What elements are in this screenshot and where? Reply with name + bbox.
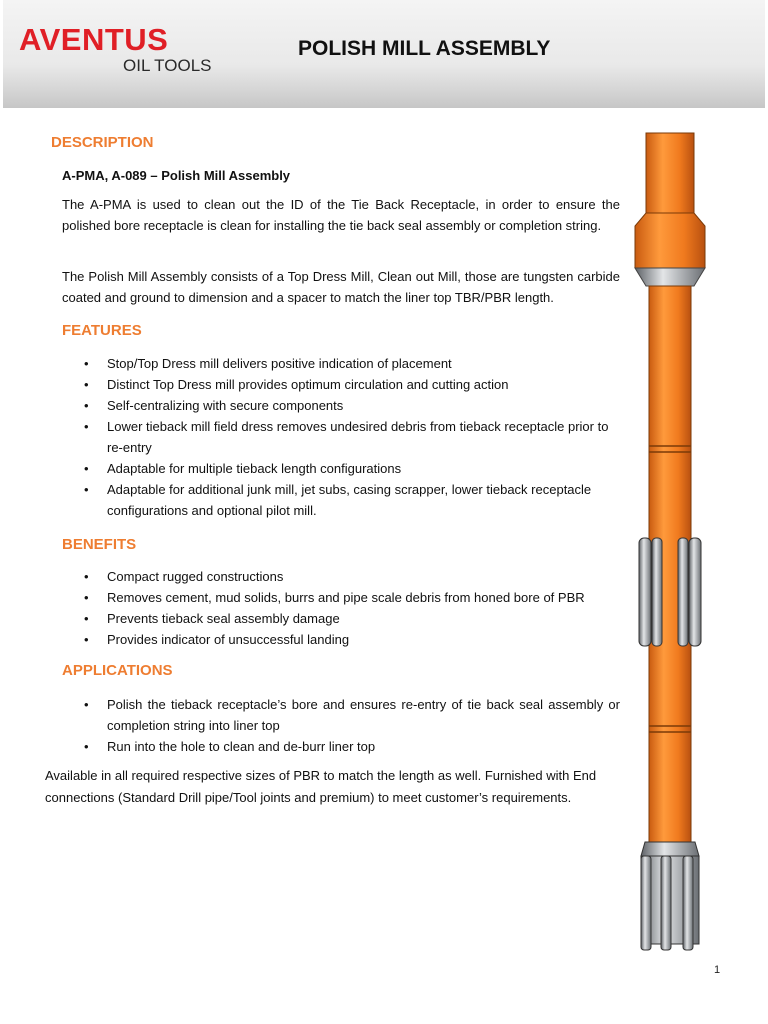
list-item: • Distinct Top Dress mill provides optimum circulation and cutting action <box>62 374 622 395</box>
applications-list <box>62 694 620 757</box>
bottom-mill <box>641 856 699 950</box>
company-logo: AVENTUS <box>19 22 169 57</box>
description-paragraph-1: The A-PMA is used to clean out the ID of the Tie Back Receptacle, in order to ensure the polished bore receptacle is clean for installing the tie back seal assembly or completion string. <box>62 197 620 233</box>
page-number: 1 <box>714 964 721 976</box>
list-item: • Self-centralizing with secure components <box>62 395 622 416</box>
polish-mill-assembly-illustration <box>628 128 718 958</box>
description-paragraph-2: The Polish Mill Assembly consists of a Top Dress Mill, Clean out Mill, those are tungsten carbide coated and ground to dimension and a spacer to match the liner top TBR/PBR length. <box>62 269 620 305</box>
company-logo-subtitle: OIL TOOLS <box>123 56 212 75</box>
description-heading: DESCRIPTION <box>51 134 154 151</box>
list-item: • Prevents tieback seal assembly damage <box>62 608 622 629</box>
applications-heading: APPLICATIONS <box>62 662 173 679</box>
list-item: • Adaptable for multiple tieback length configurations <box>62 458 622 479</box>
availability-paragraph: Available in all required respective sizes of PBR to match the length as well. Furnished with End connections (Standard Drill pipe/Tool joints and premium) to meet customer’s requirements. <box>45 768 597 805</box>
benefits-list <box>62 566 622 650</box>
list-item: • Provides indicator of unsuccessful landing <box>62 629 622 650</box>
product-subtitle: A-PMA, A-089 – Polish Mill Assembly <box>62 168 291 183</box>
features-heading: FEATURES <box>62 322 142 339</box>
list-item: • Adaptable for additional junk mill, jet subs, casing scrapper, lower tieback receptacle configurations and optional pilot mill. <box>62 479 622 521</box>
list-item: • Removes cement, mud solids, burrs and pipe scale debris from honed bore of PBR <box>62 587 622 608</box>
list-item: • Compact rugged constructions <box>62 566 622 587</box>
list-item: • Run into the hole to clean and de-burr liner top <box>62 736 620 757</box>
list-item: • Lower tieback mill field dress removes undesired debris from tieback receptacle prior to re-entry <box>62 416 622 458</box>
features-list <box>62 353 622 521</box>
list-item: • Stop/Top Dress mill delivers positive indication of placement <box>62 353 622 374</box>
tool-body <box>635 133 705 950</box>
benefits-heading: BENEFITS <box>62 536 137 553</box>
list-item: • Polish the tieback receptacle’s bore and ensures re-entry of tie back seal assembly or completion string into liner top <box>62 694 620 736</box>
document-title: POLISH MILL ASSEMBLY <box>298 37 551 60</box>
